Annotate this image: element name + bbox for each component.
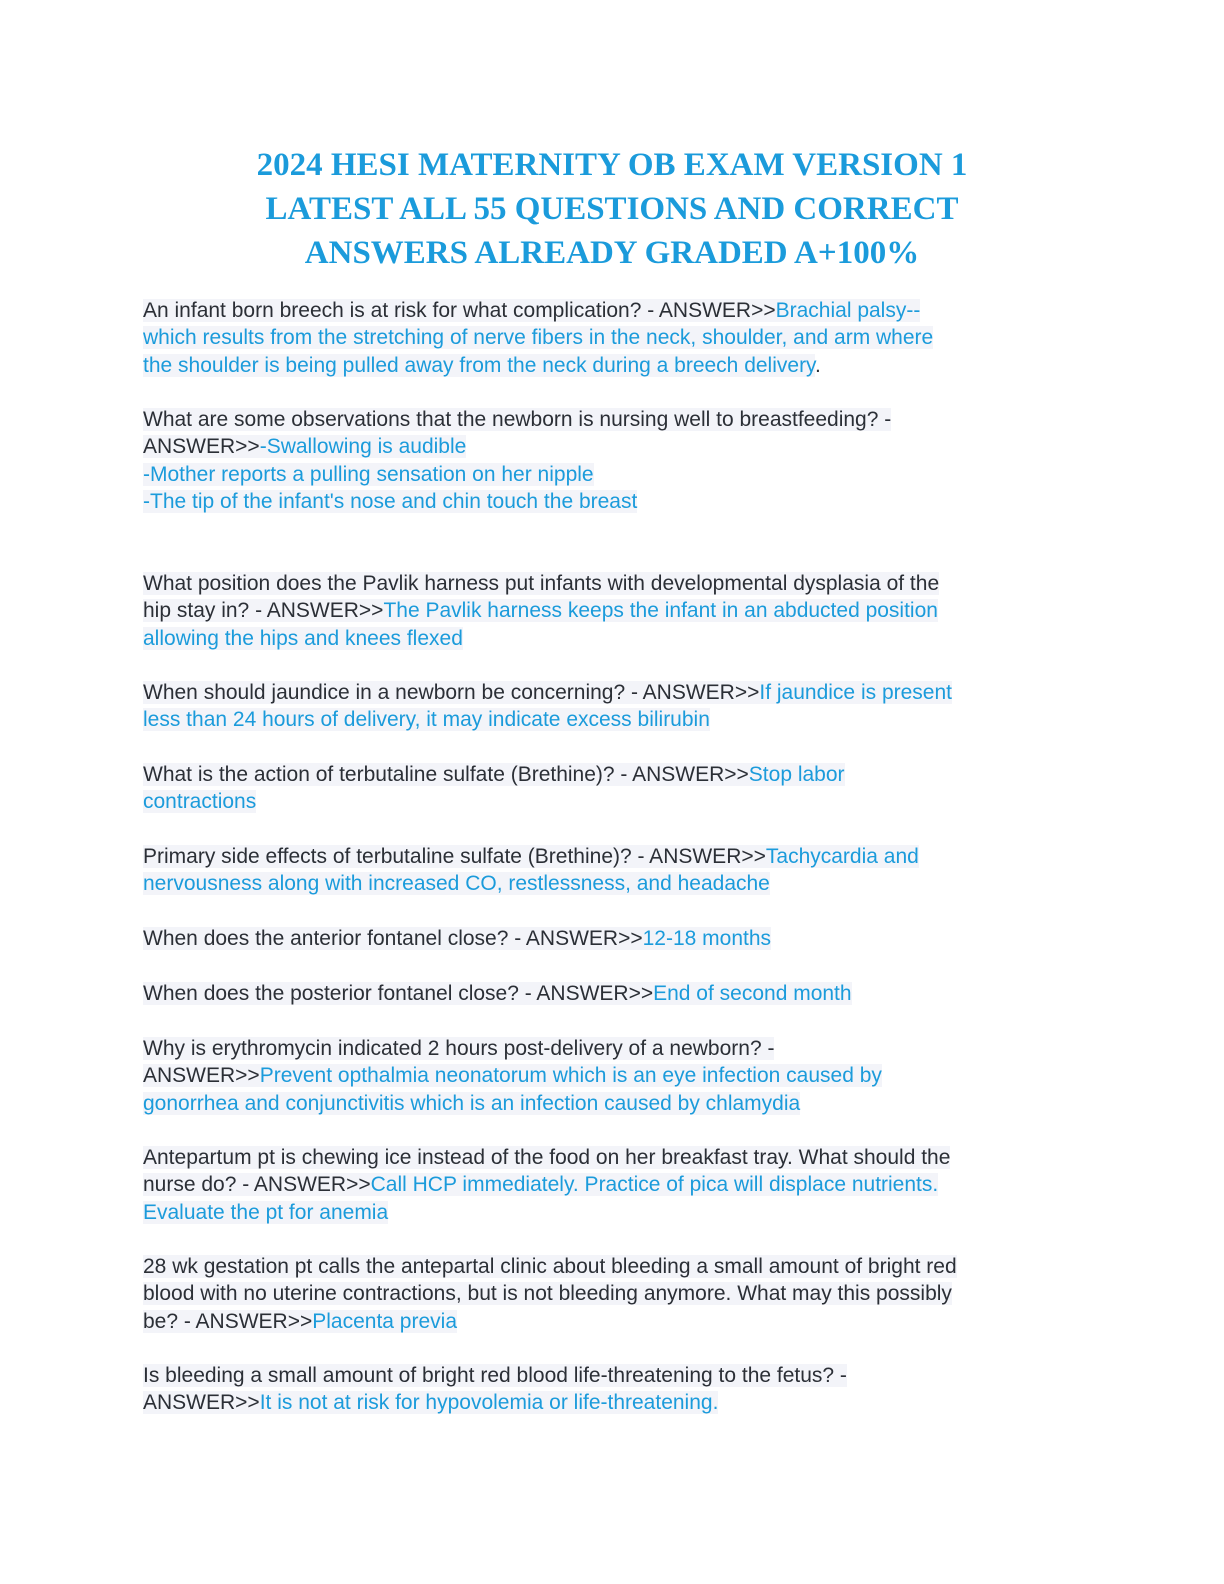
answer-text: -The tip of the infant's nose and chin touch the breast <box>143 490 638 514</box>
answer-text: Evaluate the pt for anemia <box>143 1200 389 1224</box>
answer-text: allowing the hips and knees flexed <box>143 626 463 650</box>
answer-text: Call HCP immediately. Practice of pica will displace nutrients. <box>370 1173 939 1197</box>
question-text: 28 wk gestation pt calls the antepartal clinic about bleeding a small amount of bright red <box>143 1255 957 1278</box>
question-text: When does the anterior fontanel close? - ANSWER>> <box>143 927 643 950</box>
answer-text: gonorrhea and conjunctivitis which is an infection caused by chlamydia <box>143 1091 801 1115</box>
answer-text: 12-18 months <box>642 927 772 950</box>
answer-text: Placenta previa <box>312 1309 458 1333</box>
qa-item-jaundice <box>143 679 1083 734</box>
answer-text: -Mother reports a pulling sensation on her nipple <box>143 462 594 486</box>
answer-text: If jaundice is present <box>759 681 952 704</box>
question-text: hip stay in? - ANSWER>> <box>143 599 384 623</box>
question-text: What are some observations that the newborn is nursing well to breastfeeding? - <box>143 408 892 431</box>
question-text: be? - ANSWER>> <box>143 1309 313 1333</box>
qa-item-terbutaline-side-effects <box>143 843 1083 898</box>
answer-text: The Pavlik harness keeps the infant in an abducted position <box>383 599 938 623</box>
question-text: Is bleeding a small amount of bright red blood life-threatening to the fetus? - <box>143 1364 847 1387</box>
answer-text: End of second month <box>653 982 852 1005</box>
question-text: What is the action of terbutaline sulfate (Brethine)? - ANSWER>> <box>143 763 749 786</box>
qa-item-bleeding-fetus-risk <box>143 1362 1083 1417</box>
answer-text: less than 24 hours of delivery, it may indicate excess bilirubin <box>143 708 710 732</box>
answer-text: Brachial palsy-- <box>775 299 921 322</box>
question-text: Why is erythromycin indicated 2 hours post-delivery of a newborn? - <box>143 1037 775 1060</box>
answer-text: contractions <box>143 790 257 814</box>
answer-text: the shoulder is being pulled away from the neck during a breech delivery <box>143 353 815 377</box>
answer-text: Tachycardia and <box>765 845 919 868</box>
question-text: What position does the Pavlik harness put infants with developmental dysplasia of the <box>143 572 940 595</box>
qa-item-posterior-fontanel <box>143 980 1083 1007</box>
question-text: ANSWER>> <box>143 1391 260 1415</box>
document-title <box>140 143 1084 275</box>
question-text: blood with no uterine contractions, but is not bleeding anymore. What may this possibly <box>143 1282 952 1306</box>
qa-item-pavlik-harness <box>143 570 1083 652</box>
title-line-3: ANSWERS ALREADY GRADED A+100% <box>304 235 920 271</box>
title-line-1: 2024 HESI MATERNITY OB EXAM VERSION 1 <box>256 147 968 183</box>
answer-text: Prevent opthalmia neonatorum which is an eye infection caused by <box>259 1064 882 1088</box>
question-text: When does the posterior fontanel close? - ANSWER>> <box>143 982 654 1005</box>
question-text: ANSWER>> <box>143 435 260 459</box>
answer-period: . <box>815 353 821 377</box>
answer-text: which results from the stretching of nerve fibers in the neck, shoulder, and arm where <box>143 326 934 350</box>
qa-item-breech <box>143 297 1083 379</box>
qa-item-bleeding-28wk <box>143 1253 1083 1335</box>
question-text: nurse do? - ANSWER>> <box>143 1173 371 1197</box>
title-line-2: LATEST ALL 55 QUESTIONS AND CORRECT <box>265 191 959 227</box>
qa-item-breastfeeding <box>143 406 1083 516</box>
qa-item-erythromycin <box>143 1035 1083 1117</box>
question-text: ANSWER>> <box>143 1064 260 1088</box>
question-text: Antepartum pt is chewing ice instead of the food on her breakfast tray. What should the <box>143 1146 951 1169</box>
answer-text: It is not at risk for hypovolemia or life-threatening. <box>259 1391 719 1415</box>
qa-item-anterior-fontanel <box>143 925 1083 952</box>
qa-item-terbutaline-action <box>143 761 1083 816</box>
question-text: An infant born breech is at risk for what complication? - ANSWER>> <box>143 299 776 322</box>
answer-text: Stop labor <box>748 763 845 786</box>
answer-text: -Swallowing is audible <box>259 435 467 459</box>
question-text: When should jaundice in a newborn be concerning? - ANSWER>> <box>143 681 760 704</box>
answer-text: nervousness along with increased CO, restlessness, and headache <box>143 872 770 896</box>
qa-item-pica <box>143 1144 1083 1226</box>
question-text: Primary side effects of terbutaline sulfate (Brethine)? - ANSWER>> <box>143 845 766 868</box>
